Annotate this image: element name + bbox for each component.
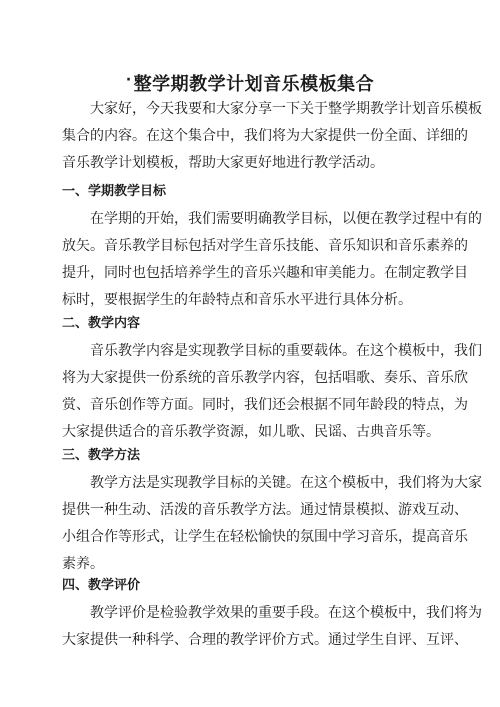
section-heading: 三、教学方法 [62, 448, 141, 463]
document-title [0, 66, 500, 99]
intro-line: 大家好，今天我要和大家分享一下关于整学期教学计划音乐模板 [90, 101, 482, 117]
section-heading: 二、教学内容 [62, 316, 141, 331]
section-heading: 一、学期教学目标 [62, 184, 167, 199]
paragraph-line: 赏、音乐创作等方面。同时，我们还会根据不同年龄段的特点，为 [62, 397, 468, 413]
section-heading: 四、教学评价 [62, 578, 141, 593]
paragraph-line: 大家提供一种科学、合理的教学评价方式。通过学生自评、互评、 [62, 632, 468, 648]
paragraph-line: 在学期的开始，我们需要明确教学目标，以便在教学过程中有的 [90, 211, 482, 227]
document-title-text: 整学期教学计划音乐模板集合 [133, 74, 375, 95]
paragraph-line: 素养。 [62, 556, 104, 572]
paragraph-line: 教学方法是实现教学目标的关键。在这个模板中，我们将为大家 [90, 475, 482, 491]
paragraph-line: 大家提供适合的音乐教学资源，如儿歌、民谣、古典音乐等。 [62, 424, 440, 440]
paragraph-line: 提供一种生动、活泼的音乐教学方法。通过情景模拟、游戏互动、 [62, 502, 468, 518]
intro-line: 音乐教学计划模板，帮助大家更好地进行教学活动。 [62, 155, 384, 171]
section-paragraph [62, 600, 482, 654]
paragraph-line: 将为大家提供一份系统的音乐教学内容，包括唱歌、奏乐、音乐欣 [62, 370, 468, 386]
section-paragraph [62, 206, 482, 314]
title-marker: · [125, 72, 132, 88]
paragraph-line: 标时，要根据学生的年龄特点和音乐水平进行具体分析。 [62, 292, 412, 308]
section-paragraph [62, 338, 482, 446]
paragraph-line: 音乐教学内容是实现教学目标的重要载体。在这个模板中，我们 [90, 343, 482, 359]
intro-paragraph [62, 96, 482, 177]
paragraph-line: 小组合作等形式，让学生在轻松愉快的氛围中学习音乐，提高音乐 [62, 529, 468, 545]
section-paragraph [62, 470, 482, 578]
paragraph-line: 放矢。音乐教学目标包括对学生音乐技能、音乐知识和音乐素养的 [62, 238, 468, 254]
intro-line: 集合的内容。在这个集合中，我们将为大家提供一份全面、详细的 [62, 128, 468, 144]
paragraph-line: 提升，同时也包括培养学生的音乐兴趣和审美能力。在制定教学目 [62, 265, 468, 281]
paragraph-line: 教学评价是检验教学效果的重要手段。在这个模板中，我们将为 [90, 605, 482, 621]
